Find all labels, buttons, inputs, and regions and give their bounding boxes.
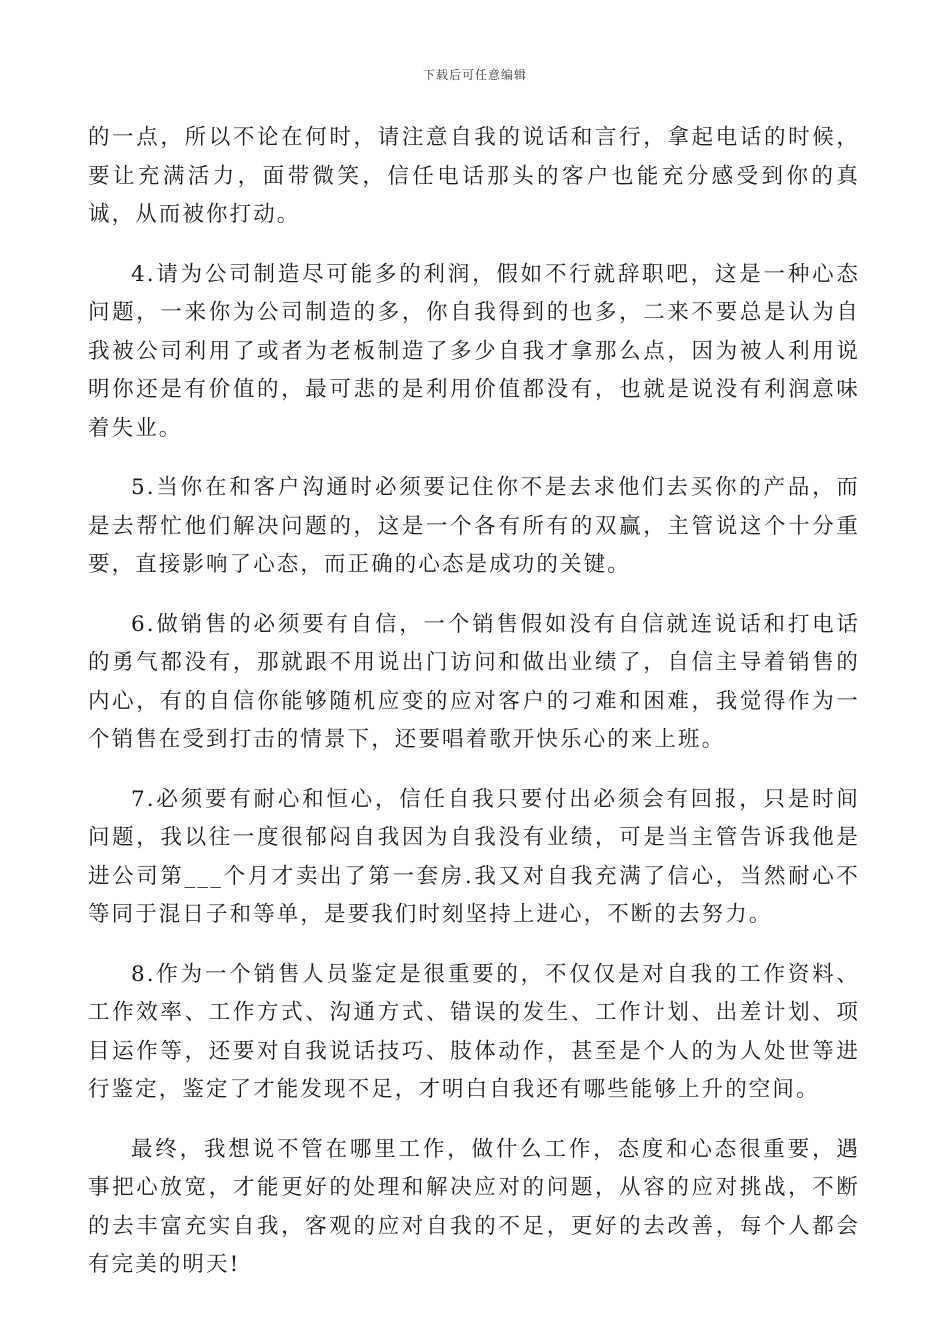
document-body: [88, 119, 860, 1306]
page-header: 下载后可任意编辑: [422, 68, 527, 82]
paragraph-item-7: 7.必须要有耐心和恒心，信任自我只要付出必须会有回报，只是时间问题，我以往一度很郁闷自我因为自我没有业绩，可是当主管告诉我他是进公司第___个月才卖出了第一套房.我又对自我充满了信心，当然耐心不等同于混日子和等单，是要我们时刻坚持上进心，不断的去努力。: [88, 786, 860, 927]
paragraph-conclusion: 最终，我想说不管在哪里工作，做什么工作，态度和心态很重要，遇事把心放宽，才能更好的处理和解决应对的问题，从容的应对挑战，不断的去丰富充实自我，客观的应对自我的不足，更好的去改善，每个人都会有完美的明天!: [88, 1136, 860, 1277]
paragraph-item-5: 5.当你在和客户沟通时必须要记住你不是去求他们去买你的产品，而是去帮忙他们解决问题的，这是一个各有所有的双赢，主管说这个十分重要，直接影响了心态，而正确的心态是成功的关键。: [88, 475, 860, 577]
paragraph-item-6: 6.做销售的必须要有自信，一个销售假如没有自信就连说话和打电话的勇气都没有，那就跟不用说出门访问和做出业绩了，自信主导着销售的内心，有的自信你能够随机应变的应对客户的刁难和困难，我觉得作为一个销售在受到打击的情景下，还要唱着歌开快乐心的来上班。: [88, 611, 860, 752]
paragraph-item-4: 4.请为公司制造尽可能多的利润，假如不行就辞职吧，这是一种心态问题，一来你为公司制造的多，你自我得到的也多，二来不要总是认为自我被公司利用了或者为老板制造了多少自我才拿那么点，因为被人利用说明你还是有价值的，最可悲的是利用价值都没有，也就是说没有利润意味着失业。: [88, 261, 860, 441]
paragraph-continuation: 的一点，所以不论在何时，请注意自我的说话和言行，拿起电话的时候，要让充满活力，面带微笑，信任电话那头的客户也能充分感受到你的真诚，从而被你打动。: [88, 125, 860, 227]
paragraph-item-8: 8.作为一个销售人员鉴定是很重要的，不仅仅是对自我的工作资料、工作效率、工作方式、沟通方式、错误的发生、工作计划、出差计划、项目运作等，还要对自我说话技巧、肢体动作，甚至是个人的为人处世等进行鉴定，鉴定了才能发现不足，才明白自我还有哪些能够上升的空间。: [88, 961, 860, 1102]
